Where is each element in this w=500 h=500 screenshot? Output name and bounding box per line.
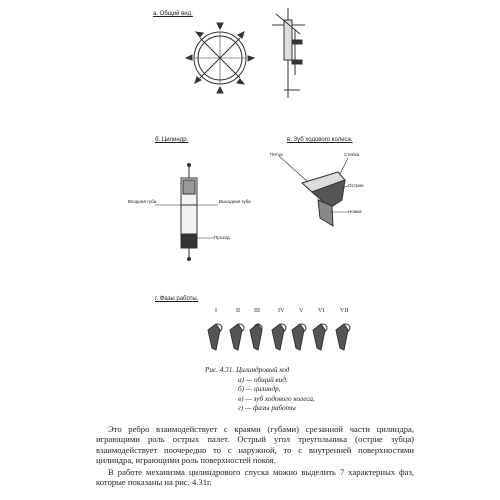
phase-3 — [250, 324, 262, 350]
escape-wheel-drawing — [186, 23, 254, 93]
panel-a-label: а. Общий вид. — [153, 11, 193, 17]
caption-item: б) — цилиндр, — [238, 385, 281, 394]
caption-title: Рис. 4.31. Цилиндровый ход — [205, 366, 290, 374]
phase-numeral: II — [236, 308, 240, 314]
entry-lip-label: Входная губа — [128, 199, 157, 204]
figure-caption — [205, 366, 405, 414]
exit-lip-label: Выходная губа — [219, 199, 251, 204]
phase-numeral: IV — [278, 308, 285, 314]
wall-label: Стенка — [344, 152, 360, 157]
panel-g-label: г. Фазы работы. — [155, 296, 199, 302]
caption-item: г) — фазы работы — [238, 404, 296, 413]
caption-item: в) — зуб ходового колеса, — [238, 394, 315, 403]
paragraph: Это ребро взаимодействует с краями (губами) срезанной части цилиндра, играющими роль острых палет. Острый угол треугольника (острие зубца) взаимодействует поочередно то с наружной, то с внутренней поверхностями цилиндра, играющими роль поверхностей покоя. — [96, 424, 414, 466]
cylinder-drawing — [155, 164, 218, 261]
tip-label: Острие — [348, 183, 364, 188]
phase-6 — [313, 324, 327, 350]
paragraph: В работе механизма цилиндрового спуска можно выделить 7 характерных фаз, которые показаны на рис. 4.31г. — [96, 466, 414, 488]
panel-v-label: в. Зуб ходового колеса. — [287, 137, 353, 143]
cylinder-side-view — [272, 8, 305, 98]
phase-numeral: III — [254, 308, 260, 314]
heel-label: Пятка — [270, 152, 283, 157]
phase-2 — [230, 324, 244, 350]
phase-1 — [208, 324, 222, 350]
phase-numeral: V — [299, 308, 304, 314]
panel-b-label: б. Цилиндр. — [155, 137, 189, 143]
phase-numeral: I — [215, 308, 217, 314]
phase-numeral: VI — [318, 308, 325, 314]
phases-drawing — [208, 324, 350, 350]
leg-label: Ножка — [348, 209, 362, 214]
body-text — [96, 424, 414, 487]
passage-label: Проход — [214, 235, 230, 240]
phase-4 — [272, 324, 286, 350]
caption-item: а) — общий вид, — [238, 375, 288, 384]
phase-numeral: VII — [340, 308, 349, 314]
tooth-drawing — [279, 156, 348, 226]
phase-7 — [336, 324, 350, 350]
phase-5 — [292, 324, 306, 350]
